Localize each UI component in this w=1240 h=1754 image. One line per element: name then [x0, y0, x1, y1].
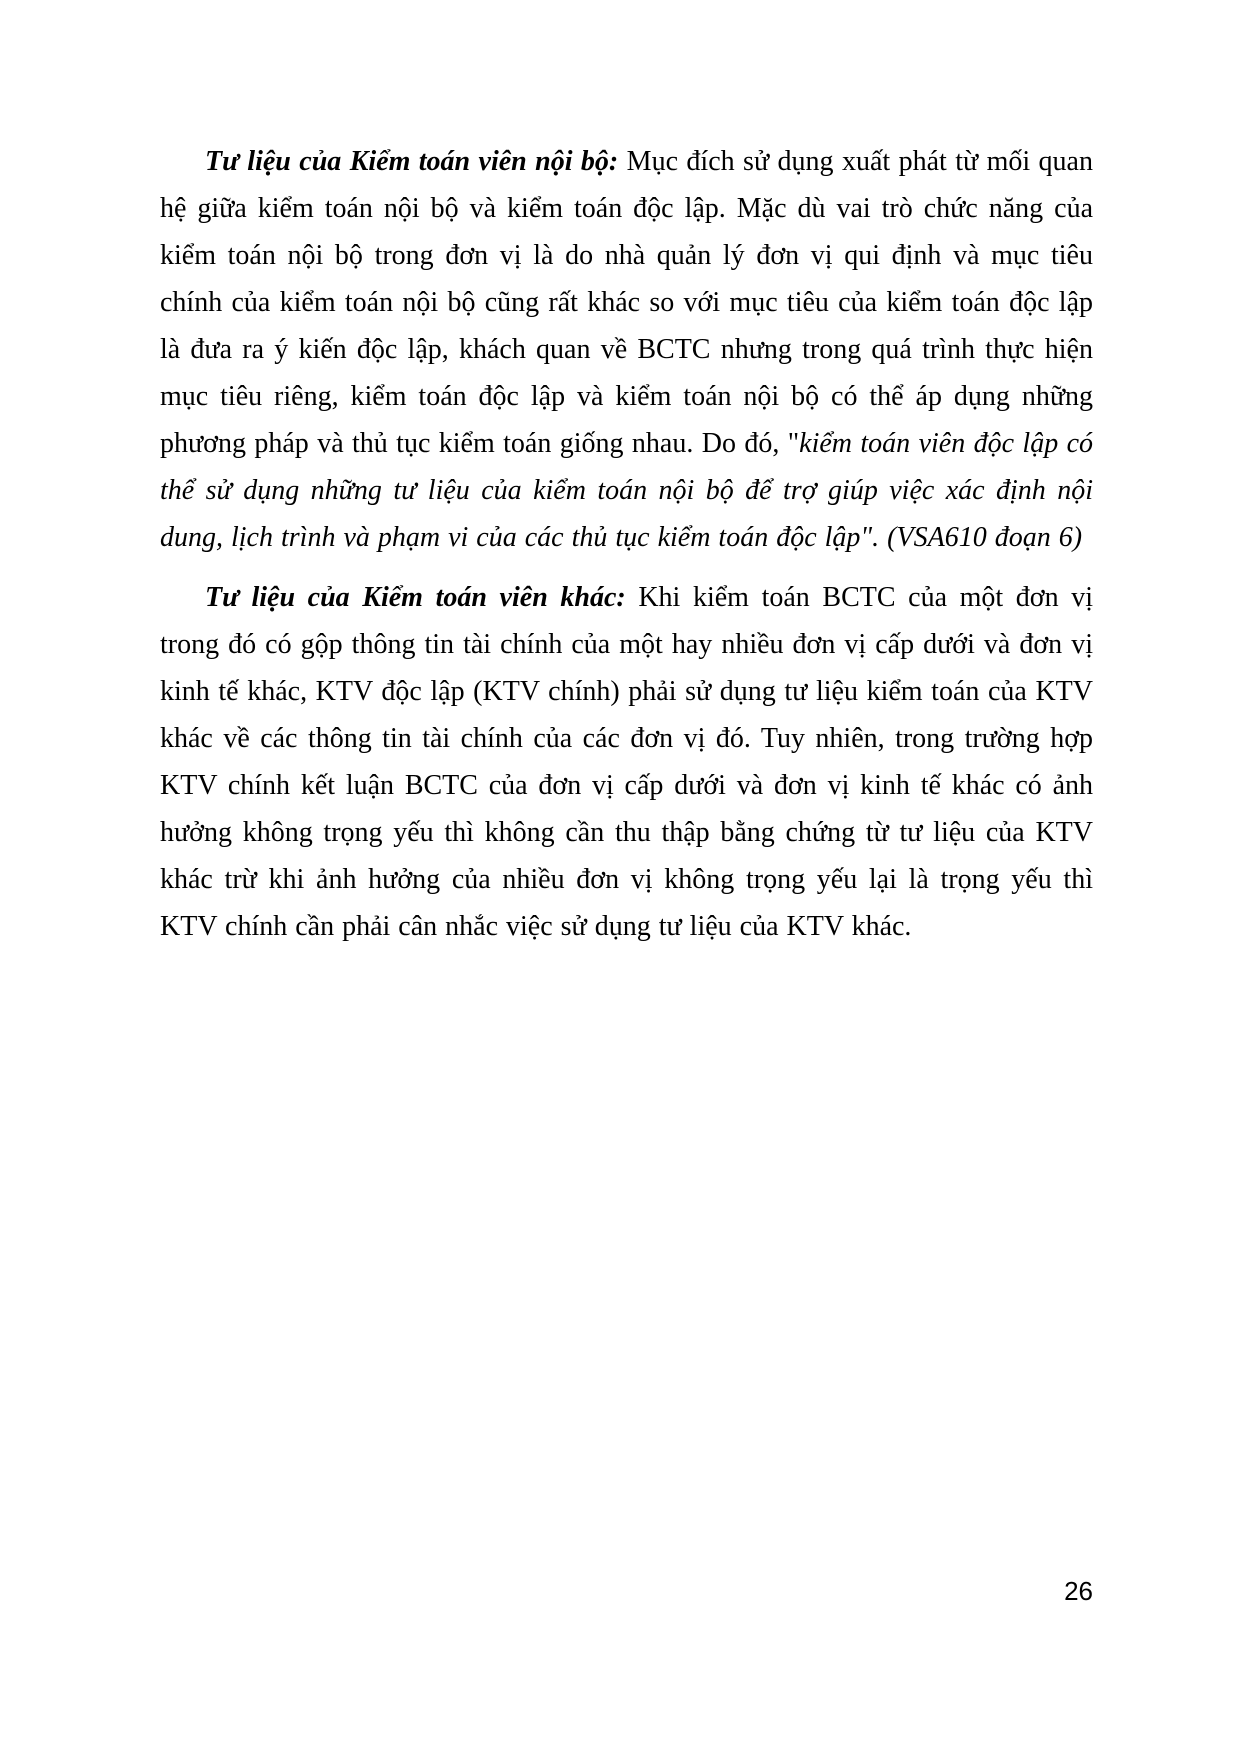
text-run-bold-italic: Tư liệu của Kiểm toán viên nội bộ: — [205, 146, 619, 177]
paragraph — [160, 138, 1093, 561]
page-body — [160, 138, 1093, 950]
paragraph — [160, 574, 1093, 950]
text-run-normal: Mục đích sử dụng xuất phát từ mối quan hệ giữa kiểm toán nội bộ và kiểm toán độc lập. Mặc dù vai trò chức năng của kiểm toán nội bộ trong đơn vị là do nhà quản lý đơn vị qui định và mục tiêu chính của kiểm toán nội bộ cũng rất khác so với mục tiêu của kiểm toán độc lập là đưa ra ý kiến độc lập, khách quan về BCTC nhưng trong quá trình thực hiện mục tiêu riêng, kiểm toán độc lập và kiểm toán nội bộ có thể áp dụng những phương pháp và thủ tục kiểm toán giống nhau. Do đó, " — [160, 146, 1093, 459]
text-run-bold-italic: Tư liệu của Kiểm toán viên khác: — [205, 582, 626, 613]
page-number: 26 — [1064, 1576, 1093, 1606]
text-run-italic: kiểm toán viên độc lập có thể sử dụng những tư liệu của kiểm toán nội bộ để trợ giúp việc xác định nội dung, lịch trình và phạm vi của các thủ tục kiểm toán độc lập". (VSA610 đoạn 6) — [160, 428, 1094, 553]
text-run-normal: Khi kiểm toán BCTC của một đơn vị trong đó có gộp thông tin tài chính của một hay nhiều đơn vị cấp dưới và đơn vị kinh tế khác, KTV độc lập (KTV chính) phải sử dụng tư liệu kiểm toán của KTV khác về các thông tin tài chính của các đơn vị đó. Tuy nhiên, trong trường hợp KTV chính kết luận BCTC của đơn vị cấp dưới và đơn vị kinh tế khác có ảnh hưởng không trọng yếu thì không cần thu thập bằng chứng từ tư liệu của KTV khác trừ khi ảnh hưởng của nhiều đơn vị không trọng yếu lại là trọng yếu thì KTV chính cần phải cân nhắc việc sử dụng tư liệu của KTV khác. — [160, 582, 1094, 942]
